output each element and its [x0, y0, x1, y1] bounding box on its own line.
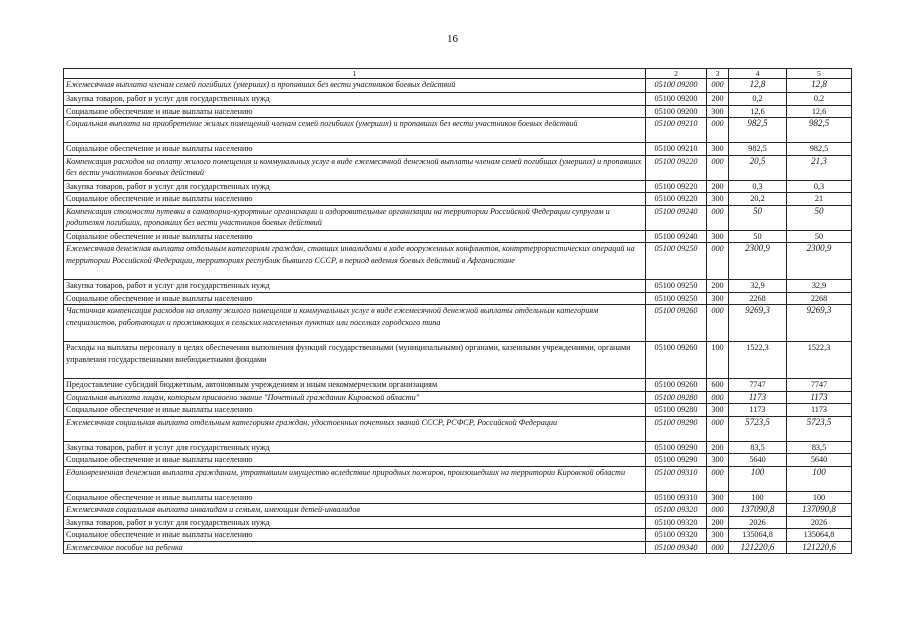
- row-value-year1: 0,2: [729, 93, 787, 106]
- row-value-year2: 121220,6: [787, 541, 852, 554]
- row-expense-type: 000: [707, 118, 729, 143]
- row-expense-type: 600: [707, 379, 729, 392]
- row-name: Ежемесячная выплата членам семей погибших (умерших) и пропавших без вести участников боевых действий: [64, 79, 646, 93]
- row-name: Единовременная денежная выплата гражданам, утратившим имущество вследствие природных пожаров, произошедших на территории Кировской области: [64, 466, 646, 491]
- table-row: [64, 342, 852, 379]
- row-name: Закупка товаров, работ и услуг для государственных нужд: [64, 280, 646, 293]
- row-expense-type: 300: [707, 491, 729, 504]
- table-row: [64, 230, 852, 243]
- row-code: 05100 09290: [646, 416, 707, 441]
- row-value-year2: 21: [787, 193, 852, 206]
- row-value-year2: 100: [787, 466, 852, 491]
- row-expense-type: 000: [707, 305, 729, 342]
- row-expense-type: 000: [707, 79, 729, 93]
- row-code: 05100 09210: [646, 143, 707, 156]
- row-value-year2: 7747: [787, 379, 852, 392]
- budget-table-body: [64, 69, 852, 554]
- page-number: 16: [447, 33, 458, 45]
- row-code: 05100 09210: [646, 118, 707, 143]
- row-expense-type: 000: [707, 205, 729, 230]
- row-code: 05100 09200: [646, 79, 707, 93]
- column-number: 3: [707, 69, 729, 79]
- row-expense-type: 000: [707, 504, 729, 517]
- row-code: 05100 09260: [646, 342, 707, 379]
- row-name: Расходы на выплаты персоналу в целях обеспечения выполнения функций государственными (муниципальными) органами, казенными учреждениями, органами управления государственными внебюджетными фондами: [64, 342, 646, 379]
- row-value-year1: 50: [729, 205, 787, 230]
- row-value-year2: 5723,5: [787, 416, 852, 441]
- row-expense-type: 200: [707, 441, 729, 454]
- row-name: Социальное обеспечение и иные выплаты населению: [64, 143, 646, 156]
- row-name: Социальное обеспечение и иные выплаты населению: [64, 193, 646, 206]
- table-row: [64, 491, 852, 504]
- table-row: [64, 541, 852, 554]
- row-name: Социальное обеспечение и иные выплаты населению: [64, 491, 646, 504]
- row-expense-type: 300: [707, 404, 729, 417]
- row-code: 05100 09320: [646, 529, 707, 542]
- row-value-year2: 2300,9: [787, 243, 852, 280]
- row-name: Социальное обеспечение и иные выплаты населению: [64, 105, 646, 118]
- row-value-year2: 83,5: [787, 441, 852, 454]
- row-code: 05100 09280: [646, 404, 707, 417]
- row-code: 05100 09290: [646, 441, 707, 454]
- row-expense-type: 300: [707, 143, 729, 156]
- row-code: 05100 09320: [646, 504, 707, 517]
- row-name: Ежемесячная социальная выплата отдельным категориям граждан, удостоенных почетных званий СССР, РСФСР, Российской Федерации: [64, 416, 646, 441]
- row-code: 05100 09280: [646, 391, 707, 404]
- row-code: 05100 09320: [646, 516, 707, 529]
- row-value-year1: 2268: [729, 292, 787, 305]
- row-code: 05100 09240: [646, 205, 707, 230]
- row-code: 05100 09220: [646, 180, 707, 193]
- row-value-year1: 20,2: [729, 193, 787, 206]
- row-value-year2: 5640: [787, 454, 852, 467]
- row-value-year1: 32,9: [729, 280, 787, 293]
- row-expense-type: 200: [707, 180, 729, 193]
- row-value-year1: 100: [729, 491, 787, 504]
- row-expense-type: 100: [707, 342, 729, 379]
- row-name: Ежемесячное пособие на ребенка: [64, 541, 646, 554]
- row-code: 05100 09200: [646, 93, 707, 106]
- row-expense-type: 000: [707, 391, 729, 404]
- row-value-year2: 50: [787, 205, 852, 230]
- row-value-year2: 135064,8: [787, 529, 852, 542]
- row-expense-type: 200: [707, 280, 729, 293]
- row-value-year1: 12,6: [729, 105, 787, 118]
- row-value-year2: 9269,3: [787, 305, 852, 342]
- row-value-year1: 5723,5: [729, 416, 787, 441]
- table-row: [64, 416, 852, 441]
- row-name: Социальное обеспечение и иные выплаты населению: [64, 292, 646, 305]
- table-row: [64, 305, 852, 342]
- row-code: 05100 09240: [646, 230, 707, 243]
- row-value-year2: 982,5: [787, 143, 852, 156]
- row-value-year1: 0,3: [729, 180, 787, 193]
- row-expense-type: 300: [707, 230, 729, 243]
- table-row: [64, 79, 852, 93]
- row-code: 05100 09250: [646, 292, 707, 305]
- row-code: 05100 09250: [646, 280, 707, 293]
- row-expense-type: 000: [707, 541, 729, 554]
- table-row: [64, 504, 852, 517]
- row-value-year2: 0,2: [787, 93, 852, 106]
- budget-table: [63, 68, 852, 554]
- row-value-year2: 137090,8: [787, 504, 852, 517]
- row-value-year1: 982,5: [729, 143, 787, 156]
- table-row: [64, 180, 852, 193]
- row-value-year1: 20,5: [729, 155, 787, 180]
- row-value-year1: 121220,6: [729, 541, 787, 554]
- row-name: Компенсация стоимости путевки в санаторно-курортные организации и оздоровительные организации на территории Российской Федерации супругам и родителям погибших, пропавших без вести участников боевых действий: [64, 205, 646, 230]
- row-expense-type: 300: [707, 529, 729, 542]
- row-value-year1: 982,5: [729, 118, 787, 143]
- row-expense-type: 200: [707, 93, 729, 106]
- row-name: Социальное обеспечение и иные выплаты населению: [64, 529, 646, 542]
- column-number: 1: [64, 69, 646, 79]
- row-value-year1: 137090,8: [729, 504, 787, 517]
- row-expense-type: 300: [707, 193, 729, 206]
- row-value-year2: 2026: [787, 516, 852, 529]
- table-row: [64, 243, 852, 280]
- row-value-year1: 100: [729, 466, 787, 491]
- row-value-year1: 1173: [729, 404, 787, 417]
- row-expense-type: 300: [707, 105, 729, 118]
- table-row: [64, 143, 852, 156]
- row-value-year2: 1522,3: [787, 342, 852, 379]
- row-code: 05100 09310: [646, 491, 707, 504]
- table-row: [64, 292, 852, 305]
- row-code: 05100 09220: [646, 193, 707, 206]
- row-value-year1: 5640: [729, 454, 787, 467]
- table-row: [64, 280, 852, 293]
- column-number: 4: [729, 69, 787, 79]
- row-value-year1: 9269,3: [729, 305, 787, 342]
- row-expense-type: 300: [707, 454, 729, 467]
- row-value-year1: 2026: [729, 516, 787, 529]
- table-row: [64, 391, 852, 404]
- table-row: [64, 118, 852, 143]
- row-value-year2: 1173: [787, 391, 852, 404]
- row-value-year1: 83,5: [729, 441, 787, 454]
- row-code: 05100 09200: [646, 105, 707, 118]
- column-number-row: [64, 69, 852, 79]
- row-expense-type: 000: [707, 416, 729, 441]
- row-value-year2: 21,3: [787, 155, 852, 180]
- row-name: Социальное обеспечение и иные выплаты населению: [64, 454, 646, 467]
- row-name: Компенсация расходов на оплату жилого помещения и коммунальных услуг в виде ежемесячной денежной выплаты членам семей погибших (умерших) и пропавших без вести участников боевых действий: [64, 155, 646, 180]
- row-code: 05100 09340: [646, 541, 707, 554]
- row-value-year2: 2268: [787, 292, 852, 305]
- row-expense-type: 000: [707, 466, 729, 491]
- row-name: Социальное обеспечение и иные выплаты населению: [64, 404, 646, 417]
- row-code: 05100 09250: [646, 243, 707, 280]
- row-value-year1: 50: [729, 230, 787, 243]
- table-row: [64, 93, 852, 106]
- table-row: [64, 466, 852, 491]
- row-value-year1: 2300,9: [729, 243, 787, 280]
- row-value-year2: 100: [787, 491, 852, 504]
- row-code: 05100 09310: [646, 466, 707, 491]
- table-row: [64, 379, 852, 392]
- table-row: [64, 441, 852, 454]
- row-value-year1: 1173: [729, 391, 787, 404]
- row-code: 05100 09260: [646, 305, 707, 342]
- table-row: [64, 193, 852, 206]
- row-expense-type: 200: [707, 516, 729, 529]
- row-value-year2: 1173: [787, 404, 852, 417]
- row-value-year2: 50: [787, 230, 852, 243]
- row-value-year1: 7747: [729, 379, 787, 392]
- row-name: Закупка товаров, работ и услуг для государственных нужд: [64, 180, 646, 193]
- row-expense-type: 300: [707, 292, 729, 305]
- row-name: Ежемесячная социальная выплата инвалидам и семьям, имеющим детей-инвалидов: [64, 504, 646, 517]
- row-expense-type: 000: [707, 243, 729, 280]
- table-row: [64, 205, 852, 230]
- row-code: 05100 09290: [646, 454, 707, 467]
- row-value-year2: 32,9: [787, 280, 852, 293]
- row-code: 05100 09260: [646, 379, 707, 392]
- row-expense-type: 000: [707, 155, 729, 180]
- table-row: [64, 155, 852, 180]
- row-name: Предоставление субсидий бюджетным, автономным учреждениям и иным некоммерческим организациям: [64, 379, 646, 392]
- row-name: Социальная выплата на приобретение жилых помещений членам семей погибших (умерших) и пропавших без вести участников боевых действий: [64, 118, 646, 143]
- row-name: Частичная компенсация расходов на оплату жилого помещения и коммунальных услуг в виде ежемесячной денежной выплаты отдельным категориям специалистов, работающих и проживающих в сельских населенных пунктах или поселках городского типа: [64, 305, 646, 342]
- row-value-year2: 982,5: [787, 118, 852, 143]
- row-name: Закупка товаров, работ и услуг для государственных нужд: [64, 516, 646, 529]
- row-value-year2: 12,8: [787, 79, 852, 93]
- table-row: [64, 516, 852, 529]
- column-number: 2: [646, 69, 707, 79]
- row-value-year2: 0,3: [787, 180, 852, 193]
- row-code: 05100 09220: [646, 155, 707, 180]
- row-name: Закупка товаров, работ и услуг для государственных нужд: [64, 93, 646, 106]
- row-value-year1: 135064,8: [729, 529, 787, 542]
- table-row: [64, 529, 852, 542]
- column-number: 5: [787, 69, 852, 79]
- row-value-year2: 12,6: [787, 105, 852, 118]
- table-row: [64, 454, 852, 467]
- table-row: [64, 105, 852, 118]
- row-value-year1: 1522,3: [729, 342, 787, 379]
- row-name: Социальное обеспечение и иные выплаты населению: [64, 230, 646, 243]
- row-value-year1: 12,8: [729, 79, 787, 93]
- row-name: Ежемесячная денежная выплата отдельным категориям граждан, ставших инвалидами в ходе вооруженных конфликтов, контртеррористических операций на территории Российской Федерации, территориях республик бывшего СССР, в период ведения боевых действий в Афганистане: [64, 243, 646, 280]
- table-row: [64, 404, 852, 417]
- row-name: Социальная выплата лицам, которым присвоено звание "Почетный гражданин Кировской области": [64, 391, 646, 404]
- row-name: Закупка товаров, работ и услуг для государственных нужд: [64, 441, 646, 454]
